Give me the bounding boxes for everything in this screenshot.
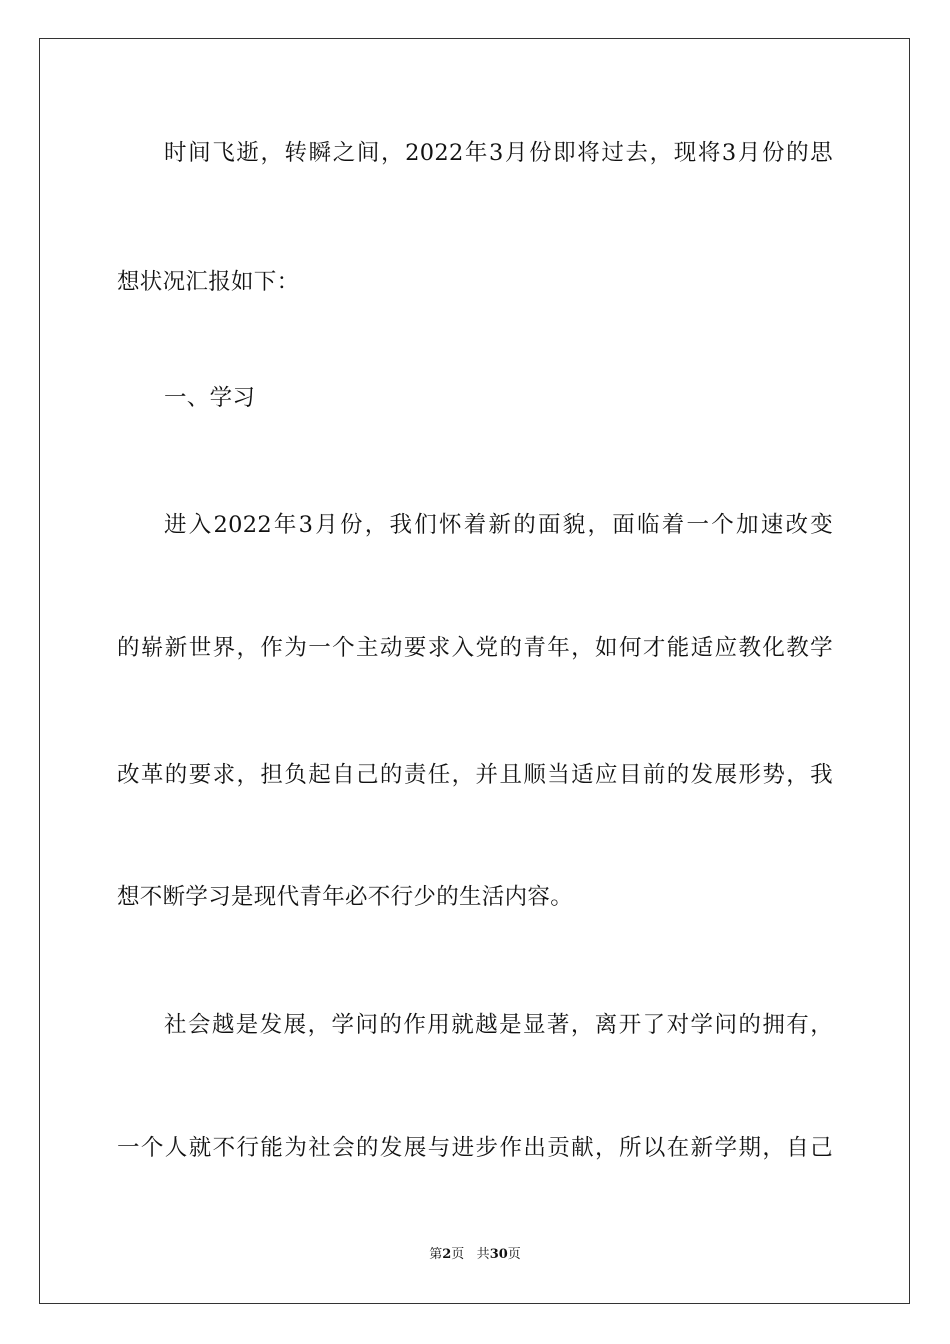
paragraph-line-8: 一个人就不行能为社会的发展与进步作出贡献，所以在新学期，自己 [117, 1135, 833, 1161]
footer-total-prefix: 共 [476, 1247, 490, 1262]
paragraph-line-5: 改革的要求，担负起自己的责任，并且顺当适应目前的发展形势，我 [117, 762, 833, 788]
footer-page-suffix: 页 [451, 1247, 465, 1262]
footer-page-prefix: 第 [429, 1247, 443, 1262]
page-frame [39, 38, 910, 1304]
footer-page-number: 2 [442, 1247, 452, 1262]
paragraph-line-7: 社会越是发展，学问的作用就越是显著，离开了对学问的拥有， [164, 1012, 833, 1038]
footer-total-number: 30 [489, 1247, 508, 1262]
paragraph-line-2: 想状况汇报如下： [117, 269, 300, 295]
footer-total-suffix: 页 [507, 1247, 521, 1262]
paragraph-line-3: 进入2022年3月份，我们怀着新的面貌，面临着一个加速改变 [164, 512, 833, 538]
paragraph-line-6: 想不断学习是现代青年必不行少的生活内容。 [117, 884, 574, 910]
section-heading: 一、学习 [164, 385, 256, 411]
paragraph-line-4: 的崭新世界，作为一个主动要求入党的青年，如何才能适应教化教学 [117, 635, 833, 661]
paragraph-line-1: 时间飞逝，转瞬之间，2022年3月份即将过去，现将3月份的思 [164, 140, 833, 166]
page-footer [0, 1246, 950, 1264]
